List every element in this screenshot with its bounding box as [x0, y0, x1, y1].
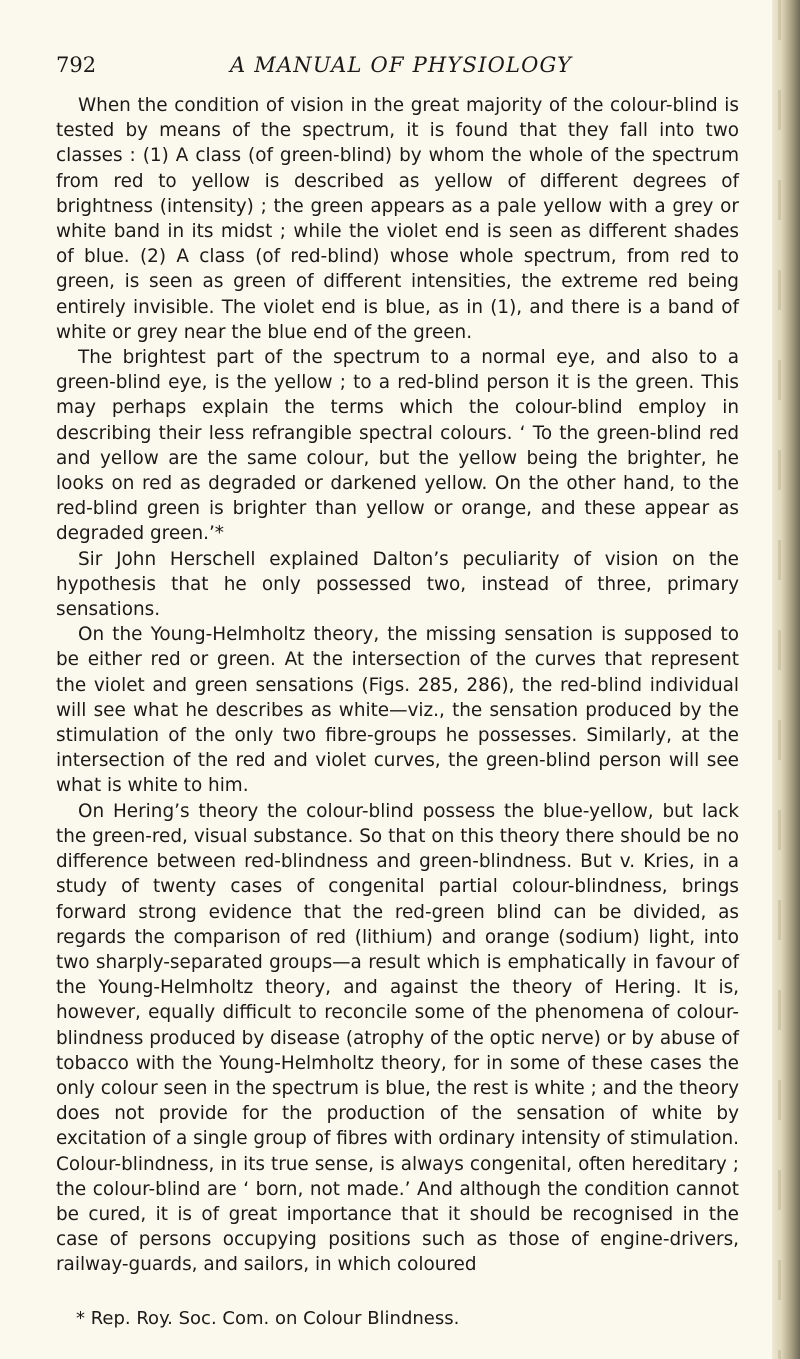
paragraph-brightest-part: The brightest part of the spectrum to a normal eye, and also to a green-blind eye, is the yellow ; to a red-blind person it is the green. This may perhaps explain the terms which the colour-blind employ in describing their less refrangible spectral colours. ‘ To the green-blind red and yellow are the same colour, but the yellow being the brighter, he looks on red as degraded or darkened yellow. On the other hand, to the red-blind green is brighter than yellow or orange, and these appear as degraded green.’* — [56, 347, 739, 545]
paragraph-herschell: Sir John Herschell explained Dalton’s peculiarity of vision on the hypothesis that he only possessed two, instead of three, primary sensations. — [56, 548, 739, 621]
paragraph-hering: On Hering’s theory the colour-blind possess the blue-yellow, but lack the green-red, visual substance. So that on this theory there should be no difference between red-blindness and green-blindness. But v. Kries, in a study of twenty cases of congenital partial colour-blindness, brings forward strong evidence that the red-green blind can be divided, as regards the comparison of red (lithium) and orange (sodium) light, into two sharply-separated groups—a result which is emphatically in favour of the Young-Helmholtz theory, and against the theory of Hering. It is, however, equally difficult to reconcile some of the phenomena of colour-blindness produced by disease (atrophy of the optic nerve) or by abuse of tobacco with the Young-Helmholtz theory, for in some of these cases the only colour seen in the spectrum is blue, the rest is white ; and the theory does not provide for the production of the sensation of white by excitation of a single group of fibres with ordinary intensity of stimulation. Colour-blindness, in its true sense, is always congenital, often hereditary ; the colour-blind are ‘ born, not made.’ And although the condition cannot be cured, it is of great importance that it should be recognised in the case of persons occupying positions such as those of engine-drivers, railway-guards, and sailors, in which coloured — [56, 800, 739, 1276]
running-title: A MANUAL OF PHYSIOLOGY — [230, 53, 573, 77]
paragraph-colour-blind-classes: When the condition of vision in the great majority of the colour-blind is tested by means of the spectrum, it is found that they fall into two classes : (1) A class (of green-blind) by whom the whole of the spectrum from red to yellow is described as yellow of different degrees of brightness (intensity) ; the green appears as a pale yellow with a grey or white band in its midst ; while the violet end is seen as different shades of blue. (2) A class (of red-blind) whose whole spectrum, from red to green, is seen as green of different intensities, the extreme red being entirely invisible. The violet end is blue, as in (1), and there is a band of white or grey near the blue end of the green. — [56, 95, 739, 343]
body-text — [56, 93, 739, 1278]
page-number: 792 — [56, 53, 97, 77]
footnote: * Rep. Roy. Soc. Com. on Colour Blindness. — [76, 1308, 460, 1329]
page-edge-shadow — [772, 0, 800, 1359]
page-header — [0, 50, 770, 80]
paragraph-young-helmholtz: On the Young-Helmholtz theory, the missing sensation is supposed to be either red or green. At the intersection of the curves that represent the violet and green sensations (Figs. 285, 286), the red-blind individual will see what he describes as white—viz., the sensation produced by the stimulation of the only two fibre-groups he possesses. Similarly, at the intersection of the red and violet curves, the green-blind person will see what is white to him. — [56, 624, 739, 797]
